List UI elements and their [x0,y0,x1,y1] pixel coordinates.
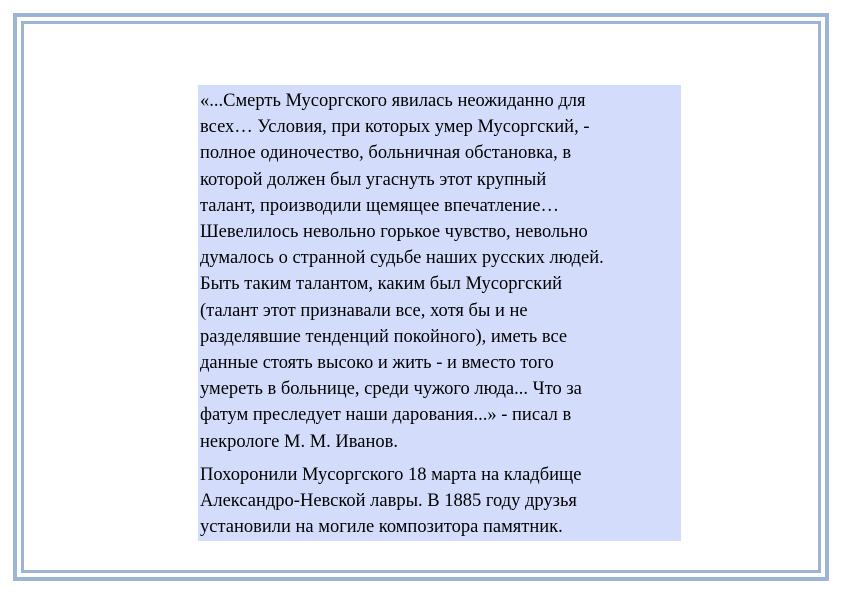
text-line: Шевелилось невольно горькое чувство, невольно [200,222,588,243]
text-line: думалось о странной судьбе наших русских людей. [200,248,604,269]
text-line: Александро-Невской лавры. В 1885 году друзья [200,491,577,512]
text-line: которой должен был угаснуть этот крупный [200,169,547,190]
text-line: (талант этот признавали все, хотя бы и не [200,300,528,321]
text-line: данные стоять высоко и жить - и вместо того [200,353,554,374]
text-line: полное одиночество, больничная обстановка, в [200,143,572,164]
text-line: фатум преследует наши дарования...» - писал в [200,405,572,426]
text-line: умереть в больнице, среди чужого люда... Что за [200,379,582,400]
quote-paragraph [200,88,681,455]
text-line: всех… Условия, при которых умер Мусоргский, - [200,117,590,138]
burial-paragraph [200,462,681,541]
text-line: установили на могиле композитора памятник. [200,517,563,538]
text-line: Быть таким талантом, каким был Мусоргский [200,274,563,295]
text-line: Похоронили Мусоргского 18 марта на кладбище [200,464,582,485]
quote-text-box [198,85,681,541]
text-line: некрологе М. М. Иванов. [200,431,398,452]
text-line: разделявшие тенденций покойного), иметь все [200,326,568,347]
text-line: «...Смерть Мусоргского явилась неожиданно для [200,91,586,111]
text-line: талант, производили щемящее впечатление… [200,195,559,216]
